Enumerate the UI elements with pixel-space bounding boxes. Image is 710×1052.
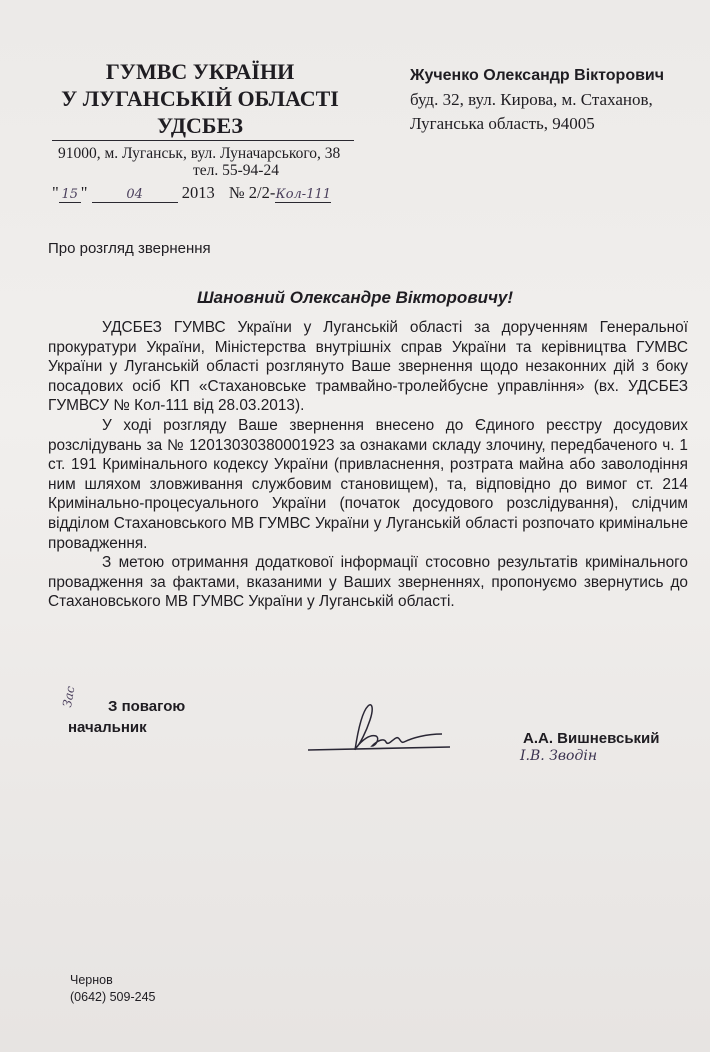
sender-phone: тел. 55-94-24 <box>193 162 279 179</box>
executor-block <box>70 972 155 1006</box>
sender-line-2: У ЛУГАНСЬКІЙ ОБЛАСТІ <box>61 86 339 111</box>
executor-name: Чернов <box>70 973 113 987</box>
outgoing-year: 2013 <box>181 183 215 202</box>
body-paragraph-2: У ході розгляду Ваше звернення внесено до Єдиного реєстру досудових розслідувань за № 12013030380001923 за ознаками складу злочину, передбаченого ч. 1 ст. 191 Кримінального кодексу України (привласнення, розтрата майна або заволодіння ним шляхом зловживання службовим становищем), та, відповідно до вимог ст. 214 Кримінально-процесуального України (початок досудового розслідування), слідчим відділом Стахановського МВ ГУМВС України у Луганській області розпочато кримінальне провадження. <box>48 416 688 552</box>
outgoing-number-prefix: № 2/2- <box>228 183 276 202</box>
signer-name: А.А. Вишневський <box>523 730 660 747</box>
handwritten-month: 04 <box>92 187 178 203</box>
closing-title: начальник <box>68 719 147 736</box>
sender-header <box>40 58 360 139</box>
body-paragraph-3: З метою отримання додаткової інформації стосовно результатів кримінального провадження за фактами, вказаними у Ваших зверненнях, пропонуємо звернутись до Стахановського МВ ГУМВС України у Луганській області. <box>48 554 688 611</box>
handwritten-signer-name: І.В. Зводін <box>520 748 598 764</box>
salutation: Шановний Олександре Вікторовичу! <box>196 288 513 307</box>
handwritten-deputy-prefix: Зас <box>60 684 78 709</box>
outgoing-date-number: " 15 " 04 2013 № 2/2-Кол-111 <box>52 183 332 202</box>
handwritten-number: Кол-111 <box>275 187 332 202</box>
letter-body <box>48 318 688 612</box>
subject-line: Про розгляд звернення <box>48 240 211 257</box>
sender-address: 91000, м. Луганськ, вул. Луначарського, 38 <box>58 145 341 162</box>
recipient-address-1: буд. 32, вул. Кирова, м. Стаханов, <box>410 90 653 109</box>
sender-line-3: УДСБЕЗ <box>156 113 244 138</box>
recipient-name: Жученко Олександр Вікторович <box>410 67 665 84</box>
closing-regards: З повагою <box>108 698 186 715</box>
recipient-address-2: Луганська область, 94005 <box>410 114 595 133</box>
sender-line-1: ГУМВС УКРАЇНИ <box>105 59 295 84</box>
handwritten-day: 15 <box>59 187 81 203</box>
executor-phone: (0642) 509-245 <box>70 990 156 1004</box>
body-paragraph-1: УДСБЕЗ ГУМВС України у Луганській області за дорученням Генеральної прокуратури України, Міністерства внутрішніх справ України та керівництва ГУМВС України у Луганській області розглянуто Ваше звернення щодо незаконних дій з боку посадових осіб КП «Стахановське трамвайно-тролейбусне управління» (вх. УДСБЕЗ ГУМВСУ № Кол-111 від 28.03.2013). <box>48 319 688 415</box>
header-divider <box>52 140 354 141</box>
signature-image <box>300 700 460 762</box>
recipient-block <box>410 64 664 136</box>
